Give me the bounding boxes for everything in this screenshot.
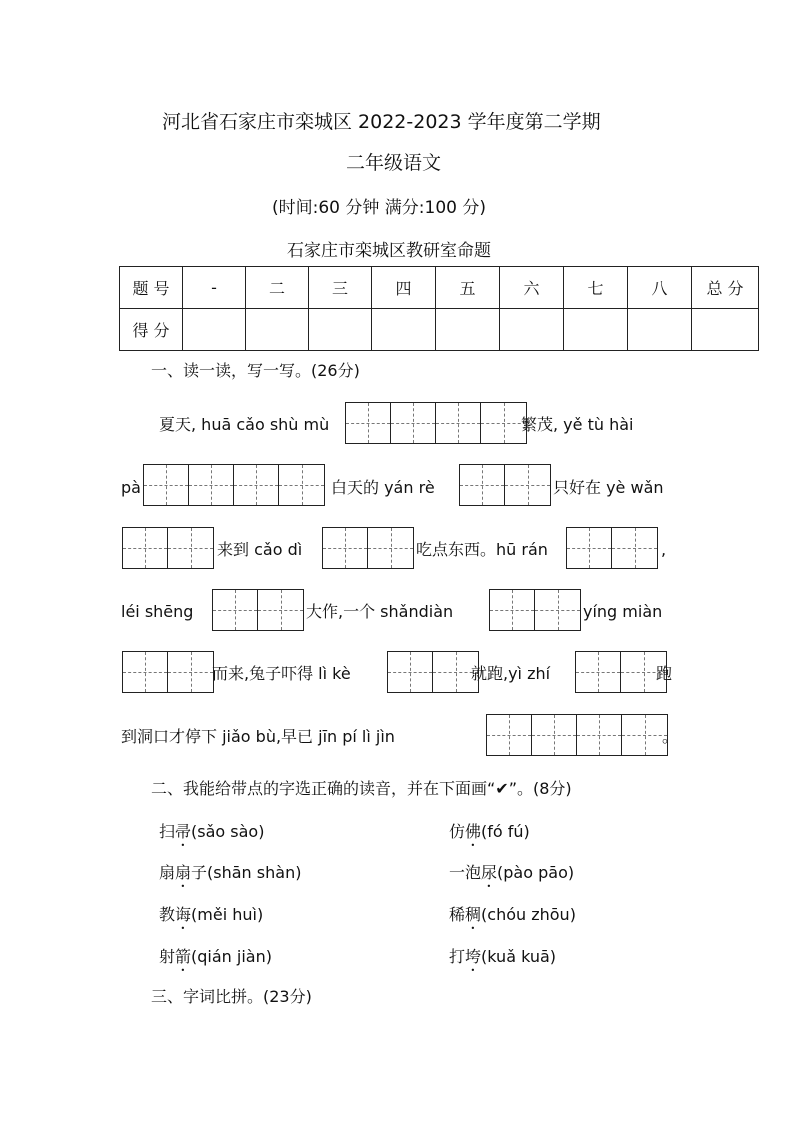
score-header-cell: 五 [436, 267, 500, 309]
pinyin-choice-item[interactable]: 扇扇子(shān shàn) [159, 863, 302, 882]
passage-text: 到洞口才停下 jiǎo bù,早已 jīn pí lì jìn [121, 727, 395, 746]
score-input-cell[interactable] [436, 309, 500, 351]
score-header-cell: 题 号 [120, 267, 183, 309]
pinyin-choice-item[interactable]: 教诲(měi huì) [159, 905, 264, 924]
passage-text: 大作,一个 shǎndiàn [306, 602, 454, 621]
pinyin-choice-item[interactable]: 射箭(qián jiàn) [159, 947, 272, 966]
pinyin-choice-item[interactable]: 扫帚(sǎo sào) [159, 822, 265, 841]
passage-text: , [661, 540, 667, 559]
score-input-cell[interactable] [692, 309, 759, 351]
grid-cell[interactable] [213, 590, 258, 630]
pinyin-choice-item[interactable]: 一泡尿(pào pāo) [449, 863, 575, 882]
passage-text: pà [121, 478, 141, 497]
score-input-cell[interactable] [246, 309, 309, 351]
passage-text: léi shēng [121, 602, 194, 621]
writing-grid[interactable] [345, 402, 527, 444]
passage-text: 繁茂, yě tù hài [521, 415, 634, 434]
score-header-cell: 六 [500, 267, 564, 309]
grid-cell[interactable] [535, 590, 580, 630]
grid-cell[interactable] [576, 652, 621, 692]
score-header-cell: 四 [372, 267, 436, 309]
passage-text: 只好在 yè wǎn [553, 478, 664, 497]
score-input-cell[interactable] [372, 309, 436, 351]
exam-subject: 二年级语文 [346, 152, 442, 174]
passage-text: 白天的 yán rè [331, 478, 435, 497]
writing-grid[interactable] [489, 589, 581, 631]
passage-text: 吃点东西。hū rán [416, 540, 548, 559]
grid-cell[interactable] [258, 590, 303, 630]
grid-cell[interactable] [505, 465, 550, 505]
passage-text: 。 [662, 727, 679, 746]
writing-grid[interactable] [459, 464, 551, 506]
grid-cell[interactable] [612, 528, 657, 568]
section2-heading: 二、我能给带点的字选正确的读音，并在下面画“✔”。(8分) [151, 779, 572, 798]
grid-cell[interactable] [622, 715, 667, 755]
score-row-label: 得 分 [120, 309, 183, 351]
passage-text: 来到 cǎo dì [217, 540, 303, 559]
exam-info: (时间:60 分钟 满分:100 分) [272, 198, 487, 218]
passage-text: 夏天, huā cǎo shù mù [159, 415, 330, 434]
writing-grid[interactable] [387, 651, 479, 693]
grid-cell[interactable] [490, 590, 535, 630]
grid-cell[interactable] [481, 403, 526, 443]
score-input-cell[interactable] [628, 309, 692, 351]
score-input-cell[interactable] [309, 309, 372, 351]
grid-cell[interactable] [577, 715, 622, 755]
exam-setter: 石家庄市栾城区教研室命题 [287, 241, 491, 261]
grid-cell[interactable] [123, 652, 168, 692]
writing-grid[interactable] [122, 527, 214, 569]
grid-cell[interactable] [487, 715, 532, 755]
exam-title: 河北省石家庄市栾城区 2022-2023 学年度第二学期 [162, 111, 601, 133]
grid-cell[interactable] [346, 403, 391, 443]
score-header-cell: 三 [309, 267, 372, 309]
score-input-cell[interactable] [564, 309, 628, 351]
grid-cell[interactable] [532, 715, 577, 755]
grid-cell[interactable] [436, 403, 481, 443]
grid-cell[interactable] [189, 465, 234, 505]
writing-grid[interactable] [486, 714, 668, 756]
pinyin-choice-item[interactable]: 稀稠(chóu zhōu) [449, 905, 576, 924]
writing-grid[interactable] [122, 651, 214, 693]
passage-text: 就跑,yì zhí [471, 664, 551, 683]
score-header-cell: 七 [564, 267, 628, 309]
grid-cell[interactable] [388, 652, 433, 692]
grid-cell[interactable] [123, 528, 168, 568]
section3-heading: 三、字词比拼。(23分) [151, 987, 312, 1006]
passage-text: 跑 [656, 664, 673, 683]
writing-grid[interactable] [143, 464, 325, 506]
score-header-cell: 总 分 [692, 267, 759, 309]
grid-cell[interactable] [168, 652, 213, 692]
score-table [119, 266, 759, 351]
score-header-cell: 八 [628, 267, 692, 309]
writing-grid[interactable] [566, 527, 658, 569]
grid-cell[interactable] [567, 528, 612, 568]
pinyin-choice-item[interactable]: 仿佛(fó fú) [449, 822, 530, 841]
grid-cell[interactable] [391, 403, 436, 443]
score-input-cell[interactable] [183, 309, 246, 351]
grid-cell[interactable] [144, 465, 189, 505]
passage-text: 而来,兔子吓得 lì kè [212, 664, 351, 683]
section1-heading: 一、读一读，写一写。(26分) [151, 361, 360, 380]
score-header-cell: 二 [246, 267, 309, 309]
grid-cell[interactable] [234, 465, 279, 505]
grid-cell[interactable] [323, 528, 368, 568]
passage-text: yíng miàn [583, 602, 663, 621]
grid-cell[interactable] [368, 528, 413, 568]
pinyin-choice-item[interactable]: 打垮(kuǎ kuā) [449, 947, 557, 966]
writing-grid[interactable] [212, 589, 304, 631]
score-header-cell: - [183, 267, 246, 309]
score-input-cell[interactable] [500, 309, 564, 351]
grid-cell[interactable] [279, 465, 324, 505]
grid-cell[interactable] [460, 465, 505, 505]
writing-grid[interactable] [322, 527, 414, 569]
writing-grid[interactable] [575, 651, 667, 693]
grid-cell[interactable] [168, 528, 213, 568]
